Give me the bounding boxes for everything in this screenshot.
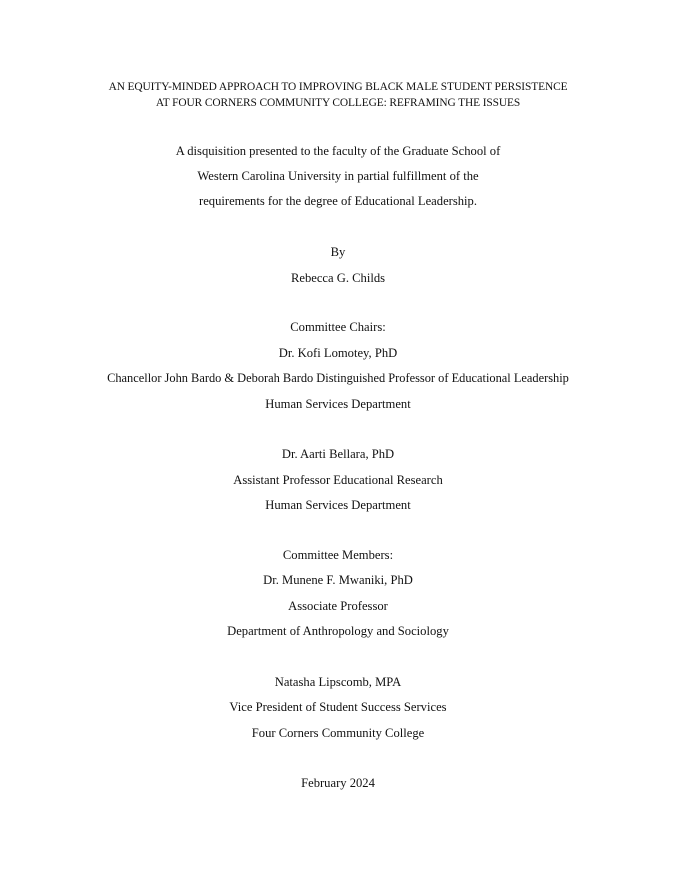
dissertation-title-line-1: AN EQUITY-MINDED APPROACH TO IMPROVING BLACK MALE STUDENT PERSISTENCE: [108, 81, 568, 93]
chair-2-name: Dr. Aarti Bellara, PhD: [281, 447, 395, 461]
by-label: By: [330, 245, 346, 259]
chair-1-title: Chancellor John Bardo & Deborah Bardo Distinguished Professor of Educational Leadership: [107, 371, 569, 385]
member-2-name: Natasha Lipscomb, MPA: [274, 675, 402, 689]
member-1-department: Department of Anthropology and Sociology: [227, 624, 449, 638]
statement-line-2: Western Carolina University in partial fulfillment of the: [197, 169, 479, 183]
committee-members-heading: Committee Members:: [282, 548, 394, 562]
committee-chairs-heading: Committee Chairs:: [290, 320, 386, 334]
chair-1-department: Human Services Department: [265, 397, 411, 411]
member-2-department: Four Corners Community College: [251, 726, 425, 740]
chair-1-name: Dr. Kofi Lomotey, PhD: [278, 346, 398, 360]
statement-line-3: requirements for the degree of Educational Leadership.: [199, 194, 477, 208]
dissertation-title-line-2: AT FOUR CORNERS COMMUNITY COLLEGE: REFRAMING THE ISSUES: [155, 97, 521, 109]
member-1-name: Dr. Munene F. Mwaniki, PhD: [263, 573, 413, 587]
chair-2-department: Human Services Department: [265, 498, 411, 512]
member-2-title: Vice President of Student Success Services: [229, 700, 447, 714]
chair-2-title: Assistant Professor Educational Research: [233, 473, 443, 487]
statement-line-1: A disquisition presented to the faculty of the Graduate School of: [175, 144, 501, 158]
author-name: Rebecca G. Childs: [290, 271, 386, 285]
member-1-title: Associate Professor: [288, 599, 388, 613]
submission-date: February 2024: [301, 776, 375, 790]
